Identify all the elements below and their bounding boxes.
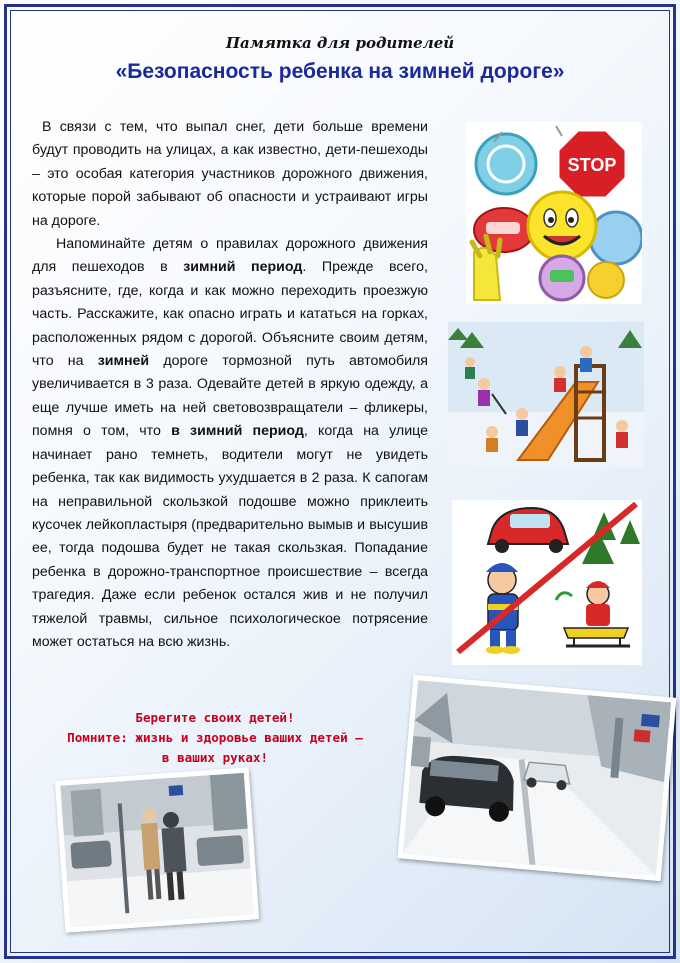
- memo-body-text: [32, 116, 428, 654]
- body-paragraph-2: [32, 233, 428, 654]
- bold-term: зимний период: [183, 259, 303, 276]
- pedestrians-winter-photo: [55, 767, 259, 932]
- snowy-road-photo: [397, 675, 676, 881]
- stop-sign-text: STOP: [567, 155, 617, 175]
- text-run: Напоминайте детям о правилах дорожного движения для пешеходов в: [32, 236, 428, 276]
- text-run: . Прежде всего, разъясните, где, когда и как можно переходить проезжую часть. Расскажите, как опасно играть и кататься на горках, расположенных рядом с дорогой. Объясните своим детям, что на: [32, 259, 429, 370]
- text-run: дороге тормозной путь автомобиля увеличивается в 3 раза. Одевайте детей в яркую одежду, а еще лучше иметь на ней световозвращатели – фликеры, помня о том, что: [32, 353, 428, 440]
- memo-subtitle: Памятка для родителей: [225, 34, 455, 52]
- winter-slide-illustration: [448, 322, 644, 468]
- bold-term: зимней: [97, 353, 150, 370]
- body-paragraph-1: [32, 116, 428, 233]
- slogan-line-3: в ваших руках!: [161, 750, 269, 765]
- sled-near-road-illustration: [452, 500, 642, 665]
- slogan-line-1: Берегите своих детей!: [135, 710, 295, 725]
- bold-term: в зимний период: [171, 423, 304, 440]
- slogan-line-2: Помните: жизнь и здоровье ваших детей –: [67, 730, 363, 745]
- text-run: В связи с тем, что выпал снег, дети больше времени будут проводить на улицах, а как известно, дети-пешеходы – это особая категория участников дорожного движения, которые порой забывают об опасности и устраивают игры на дороге.: [32, 119, 428, 229]
- text-run: , когда на улице начинает рано темнеть, водители могут не увидеть ребенка, так как видимость ухудшается в 2 раза. К сапогам на неправильной скользкой подошве можно приклеить кусочек лейкопластыря (предварительно вымыв и высушив ее, тогда подошва будет не такая скользкая. Попадание ребенка в дорожно-транспортное происшествие – всегда трагедия. Даже если ребенок остался жив и не получил тяжелой травмы, сильное психологическое потрясение может остаться на всю жизнь.: [32, 423, 428, 650]
- memo-title: «Безопасность ребенка на зимней дороге»: [115, 60, 565, 83]
- slogan-block: [50, 708, 380, 768]
- flickers-illustration: [466, 122, 642, 304]
